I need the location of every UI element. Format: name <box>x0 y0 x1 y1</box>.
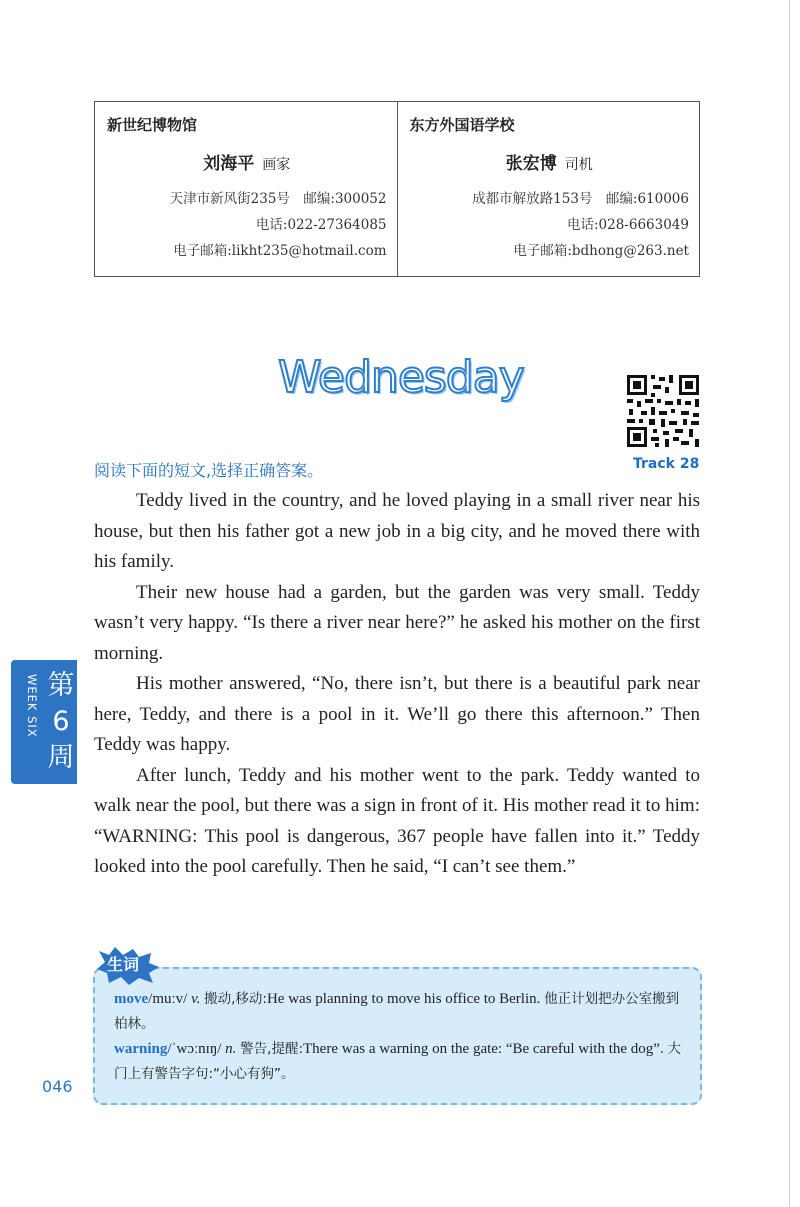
card-name: 张宏博 <box>505 154 557 174</box>
week-tab-chinese: 第6周 <box>47 670 75 773</box>
reading-instruction: 阅读下面的短文,选择正确答案。 <box>94 461 324 480</box>
card-role: 画家 <box>262 157 291 173</box>
card-address: 成都市解放路153号 邮编:610006 <box>472 191 689 207</box>
passage-paragraph: After lunch, Teddy and his mother went to the park. Teddy wanted to walk near the pool, but there was a sign in front of it. His mother read it to him: “WARNING: This pool is dangerous, 367 people have fallen into it.” Teddy looked into the pool carefully. Then he said, “I can’t see them.” <box>94 764 700 877</box>
contact-card-school <box>397 102 700 276</box>
vocab-example: There was a warning on the gate: “Be careful with the dog”. <box>303 1041 664 1057</box>
lesson-title: Wednesday <box>278 352 524 403</box>
page-edge-line <box>789 0 790 1207</box>
week-side-tab <box>11 660 77 784</box>
card-organization: 东方外国语学校 <box>409 116 515 134</box>
card-person <box>107 149 387 174</box>
card-email: 电子邮箱:bdhong@263.net <box>513 243 689 259</box>
card-details <box>107 186 387 264</box>
vocab-entry-move <box>114 987 686 1037</box>
page-number: 046 <box>42 1077 73 1096</box>
card-phone: 电话:028-6663049 <box>566 217 689 233</box>
vocab-phonetic: /ˈwɔːnɪŋ/ <box>167 1041 222 1057</box>
contact-cards-table <box>94 101 700 277</box>
passage-paragraph: His mother answered, “No, there isn’t, but there is a beautiful park near here, Teddy, and there is a pool in it. We’ll go there this afternoon.” Then Teddy was happy. <box>94 673 700 755</box>
vocab-word: move <box>114 991 149 1007</box>
vocab-word: warning <box>114 1041 168 1057</box>
week-tab-english: WEEK SIX <box>25 674 39 738</box>
passage-paragraph: Their new house had a garden, but the garden was very small. Teddy wasn’t very happy. “Is there a river near here?” he asked his mother on the first morning. <box>94 581 700 664</box>
vocabulary-list <box>114 987 686 1087</box>
card-organization: 新世纪博物馆 <box>107 116 198 134</box>
contact-card-museum <box>95 102 397 276</box>
vocab-pos: v. <box>191 991 201 1007</box>
track-label: Track 28 <box>633 456 700 472</box>
vocab-example: He was planning to move his office to Berlin. <box>266 991 541 1007</box>
passage-paragraph: Teddy lived in the country, and he loved playing in a small river near his house, but then his father got a new job in a big city, and he moved there with his family. <box>94 490 700 572</box>
card-phone: 电话:022-27364085 <box>255 217 387 233</box>
card-details <box>410 186 690 264</box>
reading-passage <box>94 486 700 883</box>
vocab-pos: n. <box>225 1041 237 1057</box>
card-name: 刘海平 <box>203 154 255 174</box>
vocab-entry-warning <box>114 1037 686 1087</box>
card-role: 司机 <box>564 157 593 173</box>
qr-code-icon[interactable] <box>625 373 701 449</box>
vocab-label: 生词 <box>107 955 140 974</box>
vocab-example-translation: 他正计划把办公室搬到柏林。 <box>114 991 680 1032</box>
vocab-chinese-meaning: 警告,提醒: <box>240 1041 304 1057</box>
card-address: 天津市新风街235号 邮编:300052 <box>169 191 387 207</box>
vocab-chinese-meaning: 搬动,移动: <box>204 991 267 1007</box>
vocab-badge <box>95 945 161 985</box>
card-email: 电子邮箱:likht235@hotmail.com <box>173 243 387 259</box>
vocab-example-translation: 大门上有警告字句:“小心有狗”。 <box>114 1041 681 1082</box>
vocab-phonetic: /muːv/ <box>148 991 188 1007</box>
card-person <box>410 149 690 174</box>
